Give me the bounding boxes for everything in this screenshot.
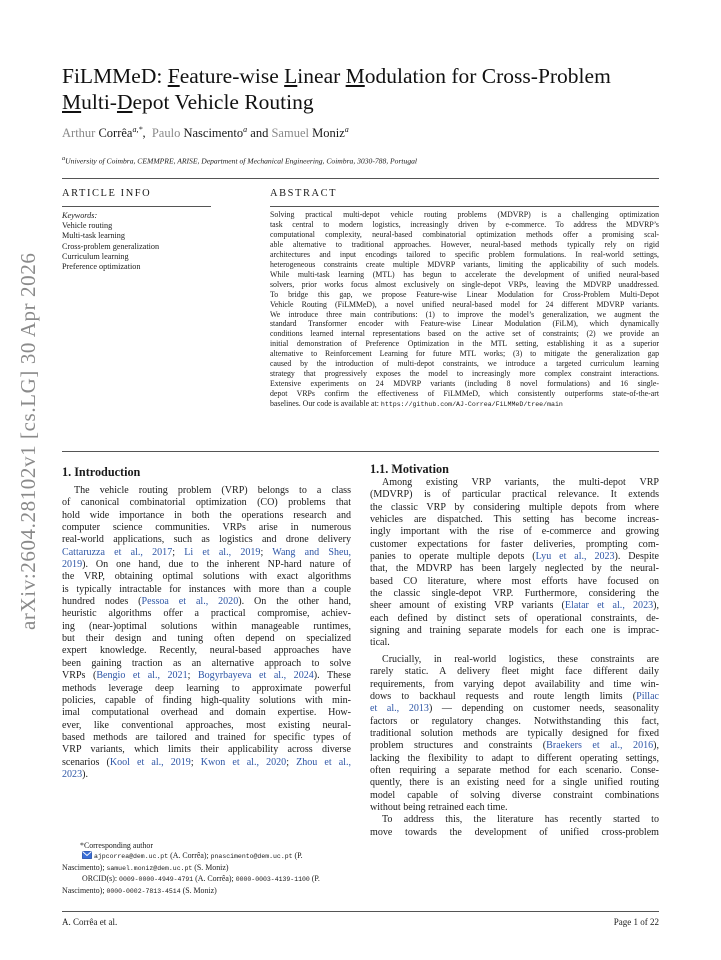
paragraph-line: vehicles are dispatched. This setting has become increas- bbox=[370, 514, 659, 526]
abstract-line: standard Transformer encoder with Feature-wise Linear Modulation (FiLM), which dynamically bbox=[270, 319, 659, 329]
citation-link[interactable]: Lyu et al., 2023 bbox=[535, 551, 615, 563]
abstract-line: architectures and input encodings tailored to specific problem formulations. In real-world settings, bbox=[270, 249, 659, 259]
footer-authors: A. Corrêa et al. bbox=[62, 917, 118, 927]
paragraph-line: 2019). On one hand, due to the inherent NP-hard nature of bbox=[62, 559, 351, 571]
paragraph-line: the VRP, obtaining optimal solutions with exact algorithms bbox=[62, 571, 351, 583]
paragraph-line: without being retrained each time. bbox=[370, 801, 508, 813]
paragraph-line: but their design and tuning often depend on specialized bbox=[62, 633, 351, 645]
section-heading-introduction: 1. Introduction bbox=[62, 465, 141, 479]
corresponding-author-note: *Corresponding author bbox=[80, 841, 153, 850]
keyword-item: Cross-problem generalization bbox=[62, 241, 160, 251]
paragraph-line: move towards the development of unified cross-problem bbox=[370, 826, 659, 838]
paragraph-line: rarely static. A delivery fleet might face different daily bbox=[370, 666, 659, 678]
paragraph-line: problem structures and constraints (Braekers et al., 2016), bbox=[370, 740, 660, 752]
abstract-line: computational complexity, neural-based combinatorial optimization methods offer a promising scal- bbox=[270, 229, 659, 239]
paragraph-line: computer science communities. VRPs arise in numerous bbox=[62, 522, 351, 534]
affiliation: $^a$University of Coimbra, CEMMPRE, ARISE, Department of Mechanical Engineering, Coimbra, 3030-788, Portugal bbox=[62, 155, 418, 166]
abstract-line: Vehicle Routing (FiLMMeD), a novel unified neural-based model for 24 different MDVRP variants. bbox=[270, 299, 659, 309]
arxiv-stamp-text: arXiv:2604.28102v1 [cs.LG] 30 Apr 2026 bbox=[16, 252, 40, 630]
paragraph-line: customer expectations for faster deliveries, prompting com- bbox=[370, 538, 659, 550]
paragraph-line: quently, there is an existing need for a single unified routing bbox=[370, 777, 659, 789]
keyword-item: Preference optimization bbox=[62, 262, 141, 272]
author-2: Paulo Nascimento$^a$ bbox=[151, 125, 248, 141]
paragraph-line: Crucially, in real-world logistics, these constraints are bbox=[382, 653, 659, 665]
paragraph-line: lacking the flexibility to adapt to different operating settings, bbox=[370, 752, 659, 764]
paragraph-line: real-world applications, such as logistics and drone delivery bbox=[62, 534, 351, 546]
orcid-link[interactable]: 0009-0000-4949-4791 bbox=[119, 876, 194, 884]
paragraph-line: tical. bbox=[370, 637, 390, 649]
paragraph-line: been gaining traction as an alternative approach to solve bbox=[62, 657, 351, 669]
abstract-line: heterogeneous constraints create multiple MDVRP variants, limiting the applicability of such models. bbox=[270, 259, 659, 269]
introduction-text bbox=[62, 485, 351, 781]
citation-link[interactable]: Kwon et al., 2020 bbox=[200, 756, 287, 768]
paragraph-line: imal computational overhead and domain expertise. How- bbox=[62, 707, 351, 719]
paragraph-line: Cattaruzza et al., 2017; Li et al., 2019; Wang and Sheu, bbox=[62, 546, 351, 558]
abstract-line: To bridge this gap, we propose Feature-wise Linear Modulation for Cross-Problem Multi-Depot bbox=[270, 289, 659, 299]
paragraph-line: model capable of solving diverse constraint combinations bbox=[370, 789, 659, 801]
paragraph-line: methods leverage deep learning to approximate powerful bbox=[62, 682, 351, 694]
paragraph-line: of canonical combinatorial optimization (CO) problems that bbox=[62, 497, 351, 509]
author-list: Arthur Corrêa$^{a,*}$, Paulo Nascimento$^a$ and Samuel Moniz$^a$ bbox=[62, 125, 349, 141]
email-line-2: Nascimento); samuel.moniz@dem.uc.pt (S. Moniz) bbox=[62, 862, 229, 872]
article-info-heading: ARTICLE INFO bbox=[62, 188, 152, 199]
abstract-bottom-rule bbox=[62, 451, 659, 452]
email-link[interactable]: samuel.moniz@dem.uc.pt bbox=[106, 864, 193, 872]
abstract-line: solvers, prior works focus almost exclusively on single-depot VRPs, leaving the MDVRP unaddressed. bbox=[270, 279, 659, 289]
abstract-line: strategy that progressively exposes the model to increasingly more complex constraint interactions. bbox=[270, 369, 659, 379]
email-link[interactable]: pnascimento@dem.uc.pt bbox=[210, 853, 293, 861]
citation-link[interactable]: Bengio et al., 2021 bbox=[96, 670, 188, 682]
paragraph-line: VRPs (Bengio et al., 2021; Bogyrbayeva et al., 2024). These bbox=[62, 670, 351, 682]
paragraph-line: (MDVRP) is of particular practical relevance. It extends bbox=[370, 489, 659, 501]
paragraph-line: often requiring a separate method for each scenario. Conse- bbox=[370, 764, 659, 776]
motivation-text bbox=[370, 477, 659, 839]
paragraph-line: requirements, from varying depot availability and time win- bbox=[370, 678, 659, 690]
abstract-line: alternative to Reinforcement Learning for future MTL works; (3) to mitigate the generalization gap bbox=[270, 349, 659, 359]
keyword-item: Multi-task learning bbox=[62, 231, 125, 241]
paragraph-line: heuristic algorithms offer a practical compromise, achiev- bbox=[62, 608, 351, 620]
paragraph-line: ingly important with the rise of e-commerce and growing bbox=[370, 526, 659, 538]
abstract-line: We introduce three main contributions: (1) to improve the model’s generalization, we augment the bbox=[270, 309, 659, 319]
citation-link[interactable]: Bogyrbayeva et al., 2024 bbox=[197, 670, 314, 682]
paragraph-line: signing and training separate models for each one is imprac- bbox=[370, 625, 659, 637]
citation-link[interactable]: Kool et al., 2019 bbox=[109, 756, 191, 768]
email-line: ajpcorrea@dem.uc.pt (A. Corrêa); pnascimento@dem.uc.pt (P. bbox=[62, 851, 351, 862]
paper-title: FiLMMeD: Feature-wise Linear Modulation for Cross-Problem Multi-Depot Vehicle Routing bbox=[62, 64, 611, 114]
paragraph-line: hold wide importance in both the operations research and bbox=[62, 509, 351, 521]
author-1: Arthur Corrêa$^{a,*}$ bbox=[62, 125, 143, 141]
paragraph-line: ever, like conventional approaches, most existing neural- bbox=[62, 719, 351, 731]
footnotes bbox=[62, 841, 351, 897]
citation-link[interactable]: 2023 bbox=[62, 768, 83, 780]
paragraph-line: dows to backhaul requests and route length limits (Pillac bbox=[370, 690, 659, 702]
paragraph-line: traditional solution methods are typically designed for fixed bbox=[370, 727, 659, 739]
abstract-line: initial demonstration of Preference Optimization in the MTL setting, establishing it as a superior bbox=[270, 339, 659, 349]
orcid-link[interactable]: 0000-0003-4139-1100 bbox=[235, 876, 310, 884]
paragraph-line: panies to operate multiple depots (Lyu et al., 2023). Despite bbox=[370, 551, 659, 563]
paragraph-line: is typically intractable for instances with more than a couple bbox=[62, 583, 351, 595]
citation-link[interactable]: Pessoa et al., 2020 bbox=[141, 596, 239, 608]
paragraph-line: the classic VRP by considering multiple depots from where bbox=[370, 501, 659, 513]
author-3: Samuel Moniz$^a$ bbox=[271, 125, 349, 141]
abstract-line: baselines. Our code is available at: https://github.com/AJ-Correa/FiLMMeD/tree/main bbox=[270, 399, 563, 409]
paragraph-line: policies, capable of finding high-quality solutions with min- bbox=[62, 694, 351, 706]
citation-link[interactable]: Zhou et al., bbox=[296, 756, 351, 768]
keywords-label: Keywords: bbox=[62, 211, 98, 220]
paragraph-line: To address this, the literature has recently started to bbox=[382, 814, 659, 826]
abstract-line: task central to modern logistics, increasingly driven by e-commerce. To address the MDVRP’s bbox=[270, 219, 659, 229]
abstract-heading: ABSTRACT bbox=[270, 188, 338, 199]
citation-link[interactable]: Pillac bbox=[636, 690, 659, 702]
citation-link[interactable]: et al., 2013 bbox=[370, 703, 429, 715]
header-rule bbox=[62, 178, 659, 179]
abstract-line: Extensive experiments on 24 MDVRP variants (including 8 novel formulations) and 16 single- bbox=[270, 379, 659, 389]
paragraph-line: VRP variants, which limits their applicability across diverse bbox=[62, 744, 351, 756]
abstract-line: able alternative to traditional approaches. However, neural-based methods typically rely on rigid bbox=[270, 239, 659, 249]
abstract-line: conditions learned internal representations based on the active set of constraints; (2) we provide an bbox=[270, 329, 659, 339]
keyword-item: Curriculum learning bbox=[62, 251, 129, 261]
abstract-line: depot VRPs confirm the effectiveness of FiLMMeD, which consistently outperforms state-of-the-art bbox=[270, 389, 659, 399]
paragraph-line: ing (near-)optimal solutions within manageable runtimes, bbox=[62, 620, 351, 632]
envelope-icon bbox=[82, 851, 92, 862]
paragraph-line: The vehicle routing problem (VRP) belongs to a class bbox=[74, 485, 351, 496]
abstract-line: While multi-task learning (MTL) has begun to accelerate the development of unified neural-based bbox=[270, 269, 659, 279]
abstract-line: caused by the introduction of multi-depot constraints, we introduce a targeted curriculum learning bbox=[270, 359, 659, 369]
paragraph-line: expert knowledge. Recently, neural-based approaches have bbox=[62, 645, 351, 657]
citation-link[interactable]: 2019 bbox=[62, 559, 83, 571]
keywords-block bbox=[62, 211, 159, 272]
code-repository-link[interactable]: https://github.com/AJ-Correa/FiLMMeD/tree/main bbox=[380, 401, 563, 409]
citation-link[interactable]: Elatar et al., 2023 bbox=[564, 600, 654, 612]
citation-link[interactable]: Braekers et al., 2016 bbox=[546, 740, 654, 752]
paragraph-line: factors or regulatory changes. Notwithstanding this fact, bbox=[370, 715, 659, 727]
keyword-item: Vehicle routing bbox=[62, 221, 113, 231]
paragraph-line: that, the MDVRP has been largely neglected by the neural- bbox=[370, 563, 659, 575]
paragraph-line: the classic single-depot VRP. Furthermore, considering the bbox=[370, 588, 659, 600]
paragraph-line: Among existing VRP variants, the multi-depot VRP bbox=[382, 477, 659, 488]
paragraph-line: 2023). bbox=[62, 768, 88, 780]
citation-link[interactable]: Wang and Sheu, bbox=[272, 546, 351, 558]
section-heading-motivation: 1.1. Motivation bbox=[370, 462, 449, 476]
orcid-line: ORCID(s): 0009-0000-4949-4791 (A. Corrêa); 0000-0003-4139-1100 (P. bbox=[82, 874, 320, 884]
abstract-body bbox=[270, 210, 659, 410]
paragraph-line: based CO literature, where most efforts have focused on bbox=[370, 575, 659, 587]
orcid-line-2: Nascimento); 0000-0002-7813-4514 (S. Moniz) bbox=[62, 885, 217, 895]
paragraph-line: sheer amount of existing VRP variants (Elatar et al., 2023), bbox=[370, 600, 659, 612]
abstract-rule bbox=[270, 206, 659, 207]
orcid-link[interactable]: 0000-0002-7813-4514 bbox=[106, 887, 181, 895]
paragraph-line: et al., 2013) — depending on customer needs, seasonality bbox=[370, 703, 659, 715]
article-info-rule bbox=[62, 206, 211, 207]
paragraph-line: hundred nodes (Pessoa et al., 2020). On the other hand, bbox=[62, 596, 351, 608]
paragraph-line: based methods are tailored and trained for specific types of bbox=[62, 731, 351, 743]
paragraph-line: scenarios (Kool et al., 2019; Kwon et al., 2020; Zhou et al., bbox=[62, 756, 351, 768]
footer-rule bbox=[62, 911, 659, 912]
citation-link[interactable]: Cattaruzza et al., 2017 bbox=[62, 546, 173, 558]
email-link[interactable]: ajpcorrea@dem.uc.pt bbox=[93, 853, 169, 861]
page-number: Page 1 of 22 bbox=[613, 917, 659, 927]
paragraph-line: each defined by distinct sets of operational constraints, de- bbox=[370, 612, 659, 624]
abstract-line: Solving practical multi-depot vehicle routing problems (MDVRP) is a challenging optimization bbox=[270, 210, 659, 219]
citation-link[interactable]: Li et al., 2019 bbox=[184, 546, 261, 558]
